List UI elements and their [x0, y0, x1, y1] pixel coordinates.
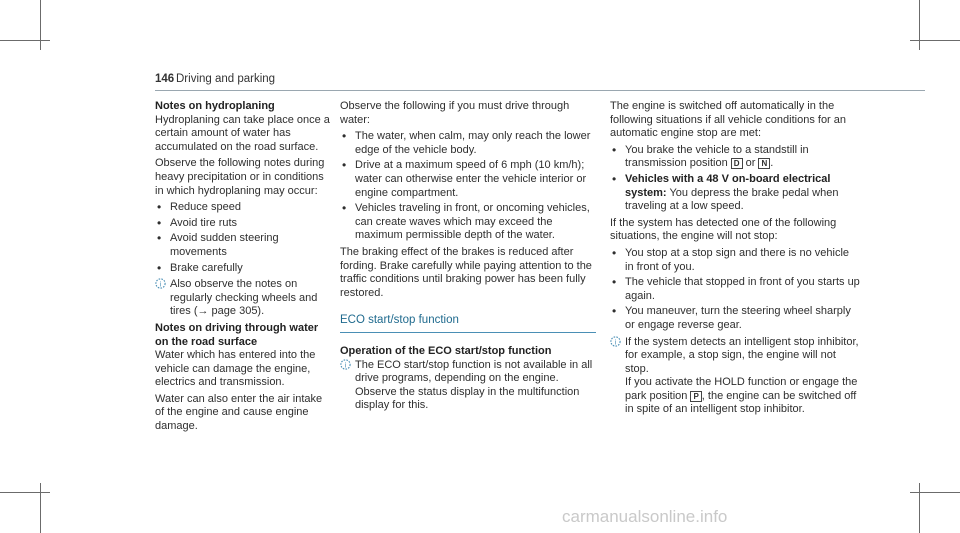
crop-mark — [919, 483, 920, 533]
list-item: • Avoid tire ruts — [155, 217, 330, 231]
gear-p-icon: P — [690, 391, 701, 402]
paragraph: Hydroplaning can take place once a certain amount of water has accumulated on the road surface. — [155, 113, 330, 153]
crop-mark — [0, 40, 50, 41]
note-text[interactable]: Also observe the notes on regularly checking wheels and tires (→ page 305). — [170, 278, 318, 318]
info-icon — [610, 336, 621, 347]
svg-text:i: i — [614, 338, 617, 346]
paragraph: The braking effect of the brakes is reduced after fording. Brake carefully while paying attention to the traffic conditions until braking power has been fully restored. — [340, 245, 592, 299]
bullet-list — [610, 247, 860, 333]
paragraph: Water can also enter the air intake of the engine and cause engine damage. — [155, 392, 323, 433]
note-text: If the system detects an intelligent stop inhibitor, for example, a stop sign, the engine will not stop. — [625, 335, 859, 375]
heading-hydroplaning: Notes on hydroplaning — [155, 100, 275, 112]
header-rule — [155, 90, 925, 91]
note — [610, 336, 860, 418]
list-item: • You brake the vehicle to a standstill in transmission position D or N . — [610, 144, 860, 171]
paragraph: The engine is switched off automatically in the following situations if all vehicle conditions for an automatic engine stop are met: — [610, 100, 847, 140]
list-item: • The water, when calm, may only reach the lower edge of the vehicle body. — [340, 130, 598, 157]
svg-text:i: i — [344, 361, 347, 369]
list-item: • Brake carefully — [155, 262, 330, 276]
list-item: • Avoid sudden steering movements — [155, 232, 330, 259]
note — [340, 359, 598, 413]
bullet-list — [155, 201, 330, 275]
paragraph: Water which has entered into the vehicle can damage the engine, electrics and transmission. — [155, 349, 316, 389]
list-item: • You maneuver, turn the steering wheel sharply or engage reverse gear. — [610, 305, 860, 332]
paragraph: If the system has detected one of the following situations, the engine will not stop: — [610, 216, 837, 243]
crop-mark — [40, 483, 41, 533]
list-item: • Reduce speed — [155, 201, 330, 215]
info-icon — [340, 359, 351, 370]
crop-mark — [0, 492, 50, 493]
heading-water: Notes on driving through water on the road surface — [155, 321, 319, 348]
note-text: If you activate the HOLD function or engage the park position — [625, 376, 858, 402]
section-title: ECO start/stop function — [340, 314, 596, 333]
paragraph: Observe the following if you must drive through water: — [340, 100, 570, 126]
page-title: Driving and parking — [176, 73, 276, 85]
gear-n-icon: N — [758, 158, 770, 169]
bullet-list — [340, 130, 598, 243]
heading-eco-operation: Operation of the ECO start/stop function — [340, 344, 552, 357]
page-number: 146 — [155, 73, 175, 85]
list-item: • You stop at a stop sign and there is no vehicle in front of you. — [610, 247, 860, 274]
bullet-list — [610, 144, 860, 214]
column-middle — [340, 100, 598, 416]
list-item: • Drive at a maximum speed of 6 mph (10 km/h); water can otherwise enter the vehicle interior or engine compartment. — [340, 159, 598, 200]
crop-mark — [910, 492, 960, 493]
info-icon — [155, 278, 166, 289]
list-item: • Vehicles with a 48 V on-board electrical system: You depress the brake pedal when traveling at a low speed. — [610, 173, 860, 214]
column-left — [155, 100, 330, 437]
note-text: The ECO start/stop function is not available in all drive programs, depending on the engine. Observe the status display in the multifunction display for this. — [355, 358, 593, 412]
note — [155, 278, 330, 319]
paragraph: Observe the following notes during heavy precipitation or in conditions in which hydroplaning may occur: — [155, 157, 325, 197]
column-right — [610, 100, 860, 420]
note-text: , the engine can be switched off in spite of an intelligent stop inhibitor. — [625, 389, 857, 416]
list-item: • Vehicles traveling in front, or oncoming vehicles, can create waves which may exceed the maximum permissible depth of the water. — [340, 202, 598, 243]
svg-text:i: i — [159, 281, 162, 289]
gear-d-icon: D — [731, 158, 743, 169]
crop-mark — [919, 0, 920, 50]
watermark: carmanualsonline.info — [562, 507, 728, 526]
list-item: • The vehicle that stopped in front of you starts up again. — [610, 276, 860, 303]
crop-mark — [40, 0, 41, 50]
crop-mark — [910, 40, 960, 41]
